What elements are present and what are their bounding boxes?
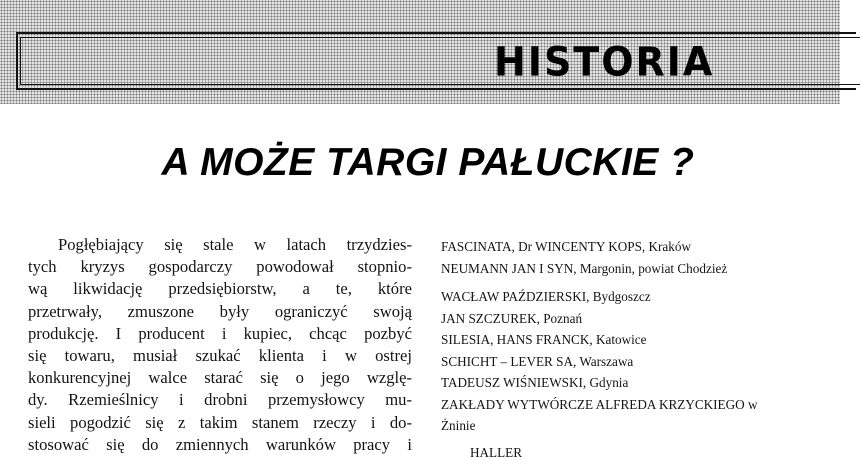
- body-line: stosować się do zmiennych warunków pracy i: [28, 434, 412, 454]
- cut-off-line: HALLER: [470, 445, 523, 460]
- exhibitor-entry: JAN SZCZUREK, Poznań: [441, 310, 583, 326]
- exhibitor-entry: ZAKŁADY WYTWÓRCZE ALFREDA KRZYCKIEGO w: [441, 396, 758, 412]
- section-header-inner-frame: [20, 37, 860, 85]
- exhibitor-entry: FASCINATA, Dr WINCENTY KOPS, Kraków: [441, 239, 691, 254]
- body-line: dy. Rzemieślnicy i drobni przemysłowcy mu-: [28, 390, 412, 410]
- exhibitor-list: [441, 236, 831, 437]
- article-body-column: [28, 234, 412, 456]
- cut-off-text: [470, 444, 550, 460]
- body-line: się towaru, musiał szukać klienta i w ostrej: [28, 345, 412, 365]
- exhibitor-entry: TADEUSZ WIŚNIEWSKI, Gdynia: [441, 375, 629, 390]
- body-line: produkcję. I producent i kupiec, chcąc pozbyć: [28, 323, 412, 343]
- body-line: sieli pogodzić się z takim stanem rzeczy i do-: [28, 412, 412, 432]
- body-line: wą likwidację przedsiębiorstw, a te, które: [28, 279, 412, 299]
- exhibitor-entry: Żninie: [441, 418, 476, 433]
- article-title: A MOŻE TARGI PAŁUCKIE ?: [161, 141, 695, 184]
- body-line: Pogłębiający się stale w latach trzydzies-: [58, 235, 412, 254]
- body-line: tych kryzys gospodarczy powodował stopnio-: [28, 257, 412, 277]
- exhibitor-entry: NEUMANN JAN I SYN, Margonin, powiat Chodzież: [441, 260, 728, 276]
- exhibitor-entry: WACŁAW PAŹDZIERSKI, Bydgoszcz: [441, 289, 651, 304]
- exhibitor-entry: SCHICHT – LEVER SA, Warszawa: [441, 353, 634, 369]
- body-line: przetrwały, zmuszone były ograniczyć swoją: [28, 301, 412, 321]
- body-line: konkurencyjnej walce starać się o jego wzglę-: [28, 368, 412, 388]
- exhibitor-entry: SILESIA, HANS FRANCK, Katowice: [441, 332, 647, 347]
- section-title: HISTORIA: [494, 38, 715, 86]
